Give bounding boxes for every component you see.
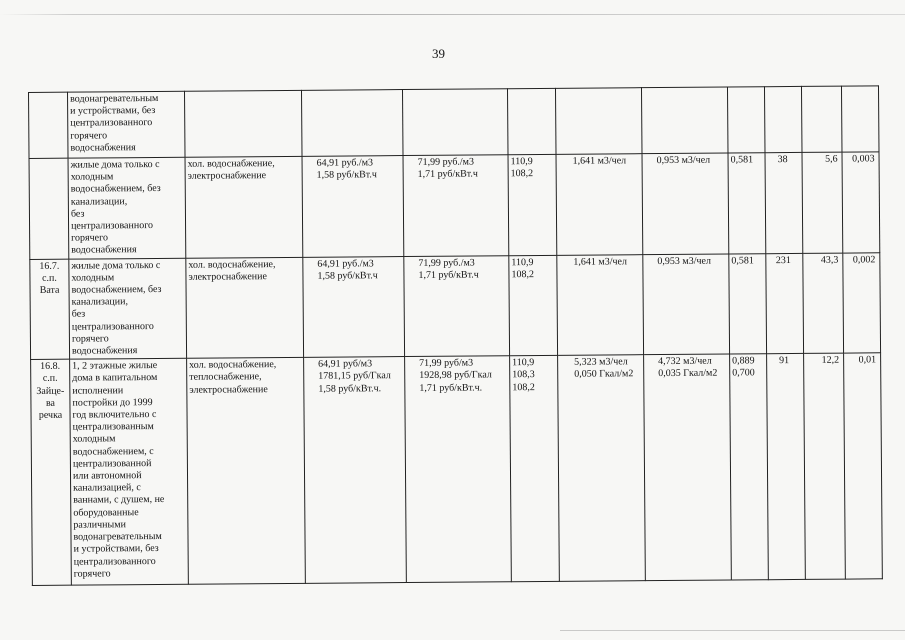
tariff-table [28,85,883,586]
tariff-new-cell [402,89,508,156]
settlement-cell: 16.7. с.п. Вата [30,259,70,360]
norm-current-cell: 5,323 м3/чел 0,050 Гкал/м2 [558,355,646,582]
growth-index-cell [507,88,556,154]
scan-edge-top [0,14,905,15]
table-row [29,152,880,259]
housing-description-cell: 1, 2 этажные жилые дома в капитальном исполнении постройки до 1999 год включительно с централизованным холодным водоснабжением, с централизованной или автономной канализацией, с ваннами, с душем, не оборудованные различными водонагревательным и устройствами, без централизованного горячего [70,359,189,586]
utility-services-cell: хол. водоснабжение, электроснабжение [186,257,304,359]
table-row [29,86,879,159]
value-cell-1: 0,581 [728,153,766,254]
value-cell-3 [801,86,842,152]
growth-index-cell: 110,9 108,2 [509,255,558,356]
value-cell-2: 91 [767,354,806,580]
value-cell-3: 12,2 [804,353,846,579]
tariff-current-cell [301,90,403,157]
tariff-current-cell: 64,91 руб./м3 1,58 руб/кВт.ч [302,156,404,257]
scan-edge-bottom [560,630,905,631]
value-cell-3: 43,3 [803,253,844,354]
tariff-new-cell: 71,99 руб./м3 1,71 руб/кВт.ч [403,155,509,256]
norm-current-cell: 1,641 м3/чел [557,254,644,355]
housing-description-cell: водонагревательным и устройствами, без централизованного горячего водоснабжения [68,91,186,158]
value-cell-4: 0,01 [844,353,883,579]
growth-index-cell: 110,9 108,3 108,2 [510,356,560,582]
value-cell-2: 231 [766,253,804,354]
value-cell-1: 0,581 [729,253,767,354]
value-cell-1 [727,87,765,153]
norm-new-cell: 0,953 м3/чел [643,254,730,355]
settlement-cell [29,158,69,259]
value-cell-2 [764,86,802,152]
tariff-new-cell: 71,99 руб./м3 1,71 руб/кВт.ч [404,255,510,356]
housing-description-cell: жилые дома только с холодным водоснабжением, без канализации, без централизованного горячего водоснабжения [68,157,186,259]
tariff-new-cell: 71,99 руб/м3 1928,98 руб/Гкал 1,71 руб/кВт.ч. [405,356,512,583]
housing-description-cell: жилые дома только с холодным водоснабжением, без канализации, без централизованного горячего водоснабжения [69,258,187,360]
value-cell-4: 0,003 [842,152,880,253]
value-cell-3: 5,6 [802,152,843,253]
value-cell-2: 38 [765,152,803,253]
utility-services-cell [184,90,302,157]
norm-current-cell [555,88,642,155]
norm-new-cell: 4,732 м3/чел 0,035 Гкал/м2 [644,354,732,581]
tariff-current-cell: 64,91 руб/м3 1781,15 руб/Гкал 1,58 руб/кВт.ч. [304,357,407,584]
table-row [30,252,881,359]
value-cell-4: 0,002 [843,252,881,353]
norm-new-cell [641,87,728,154]
tariff-table-container [28,85,883,586]
norm-new-cell: 0,953 м3/чел [642,153,729,254]
tariff-current-cell: 64,91 руб./м3 1,58 руб/кВт.ч [303,256,405,357]
page-number: 39 [432,46,445,61]
utility-services-cell: хол. водоснабжение, теплоснабжение, электроснабжение [187,358,306,585]
settlement-cell [29,92,69,158]
settlement-cell: 16.8. с.п. Зайце- ва речка [31,359,72,585]
value-cell-1: 0,889 0,700 [730,354,769,580]
norm-current-cell: 1,641 м3/чел [556,154,643,255]
table-row [31,353,883,586]
utility-services-cell: хол. водоснабжение, электроснабжение [185,156,303,258]
value-cell-4 [841,86,879,152]
growth-index-cell: 110,9 108,2 [508,154,557,255]
